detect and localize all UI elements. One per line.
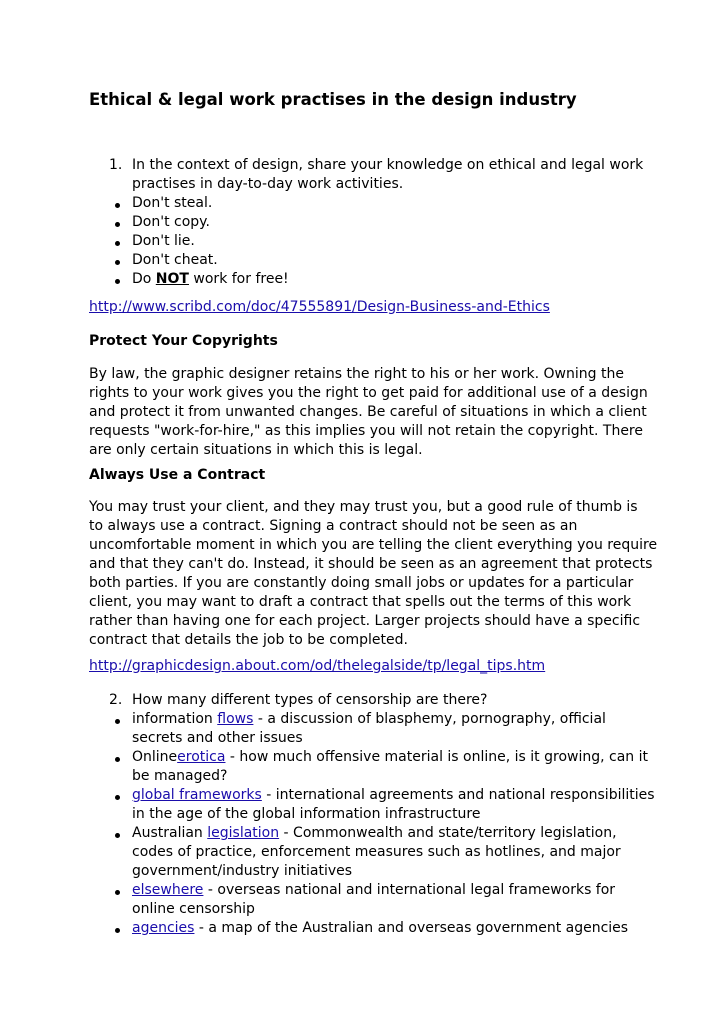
item-text: information xyxy=(132,711,218,727)
paragraph-line: By law, the graphic designer retains the right to his or her work. Owning the xyxy=(89,366,624,382)
item-text: - a discussion of blasphemy, pornography, official xyxy=(253,711,606,727)
question-1 xyxy=(89,156,649,289)
emphasis-not: NOT xyxy=(155,271,189,287)
bullet-item: Don't lie. xyxy=(89,232,649,251)
bullet-item: Don't steal. xyxy=(89,194,649,213)
item-text: - overseas national and international legal frameworks for xyxy=(203,882,616,898)
question-2 xyxy=(89,691,655,938)
item-continuation: codes of practice, enforcement measures such as hotlines, and major xyxy=(132,844,621,860)
link-flows[interactable]: flows xyxy=(217,711,254,727)
link-erotica[interactable]: erotica xyxy=(177,749,226,765)
paragraph-line: uncomfortable moment in which you are telling the client everything you require xyxy=(89,537,658,553)
paragraph-line: and protect it from unwanted changes. Be careful of situations in which a client xyxy=(89,404,647,420)
link-about[interactable]: http://graphicdesign.about.com/od/thelegalside/tp/legal_tips.htm xyxy=(89,658,546,674)
item-text: Australian xyxy=(132,825,208,841)
link-agencies[interactable]: agencies xyxy=(132,920,195,936)
paragraph-line: client, you may want to draft a contract that spells out the terms of this work xyxy=(89,594,632,610)
question-1-line: practises in day-to-day work activities. xyxy=(132,176,404,192)
censorship-bullet-list xyxy=(89,710,655,938)
bullet-item: Don't cheat. xyxy=(89,251,649,270)
item-continuation: secrets and other issues xyxy=(132,730,303,746)
item-continuation: online censorship xyxy=(132,901,255,917)
paragraph-line: You may trust your client, and they may trust you, but a good rule of thumb is xyxy=(89,499,638,515)
link-legislation[interactable]: legislation xyxy=(207,825,280,841)
link-elsewhere[interactable]: elsewhere xyxy=(132,882,204,898)
item-text: - Commonwealth and state/territory legislation, xyxy=(279,825,617,841)
censorship-item-global-frameworks xyxy=(89,786,655,824)
paragraph-line: and that they can't do. Instead, it should be seen as an agreement that protects xyxy=(89,556,653,572)
link-about-row xyxy=(89,657,649,676)
ethics-bullet-list xyxy=(89,194,649,289)
paragraph-line: rights to your work gives you the right to get paid for additional use of a design xyxy=(89,385,648,401)
item-text: - how much offensive material is online, is it growing, can it xyxy=(225,749,648,765)
section-heading-copyrights: Protect Your Copyrights xyxy=(89,333,278,349)
copyrights-paragraph xyxy=(89,365,649,460)
question-2-text xyxy=(89,691,649,710)
link-global-frameworks[interactable]: global frameworks xyxy=(132,787,262,803)
link-scribd-row xyxy=(89,298,649,317)
paragraph-line: are only certain situations in which this is legal. xyxy=(89,442,423,458)
bullet-text: work for free! xyxy=(188,271,289,287)
document-title: Ethical & legal work practises in the design industry xyxy=(89,90,577,109)
item-continuation: in the age of the global information infrastructure xyxy=(132,806,481,822)
censorship-item-elsewhere xyxy=(89,881,649,919)
question-2-number: 2. xyxy=(109,692,123,708)
question-1-number: 1. xyxy=(109,157,123,173)
item-text: - international agreements and national responsibilities xyxy=(261,787,655,803)
section-heading-contract: Always Use a Contract xyxy=(89,467,266,483)
paragraph-line: to always use a contract. Signing a contract should not be seen as an xyxy=(89,518,578,534)
bullet-text: Do xyxy=(132,271,156,287)
paragraph-line: requests "work-for-hire," as this implies you will not retain the copyright. There xyxy=(89,423,643,439)
censorship-item-flows xyxy=(89,710,649,748)
paragraph-line: both parties. If you are constantly doing small jobs or updates for a particular xyxy=(89,575,634,591)
question-2-line: How many different types of censorship are there? xyxy=(132,692,488,708)
censorship-item-agencies xyxy=(89,919,649,938)
censorship-item-legislation xyxy=(89,824,649,881)
item-continuation: be managed? xyxy=(132,768,228,784)
contract-paragraph xyxy=(89,498,658,650)
item-continuation: government/industry initiatives xyxy=(132,863,353,879)
link-scribd[interactable]: http://www.scribd.com/doc/47555891/Design-Business-and-Ethics xyxy=(89,299,550,315)
bullet-item xyxy=(89,270,649,289)
paragraph-line: contract that details the job to be completed. xyxy=(89,632,408,648)
paragraph-line: rather than having one for each project. Larger projects should have a specific xyxy=(89,613,641,629)
question-1-text xyxy=(89,156,649,194)
censorship-item-erotica xyxy=(89,748,649,786)
item-text: - a map of the Australian and overseas government agencies xyxy=(194,920,629,936)
item-text: Online xyxy=(132,749,178,765)
question-1-line: In the context of design, share your knowledge on ethical and legal work xyxy=(132,157,644,173)
bullet-item: Don't copy. xyxy=(89,213,649,232)
